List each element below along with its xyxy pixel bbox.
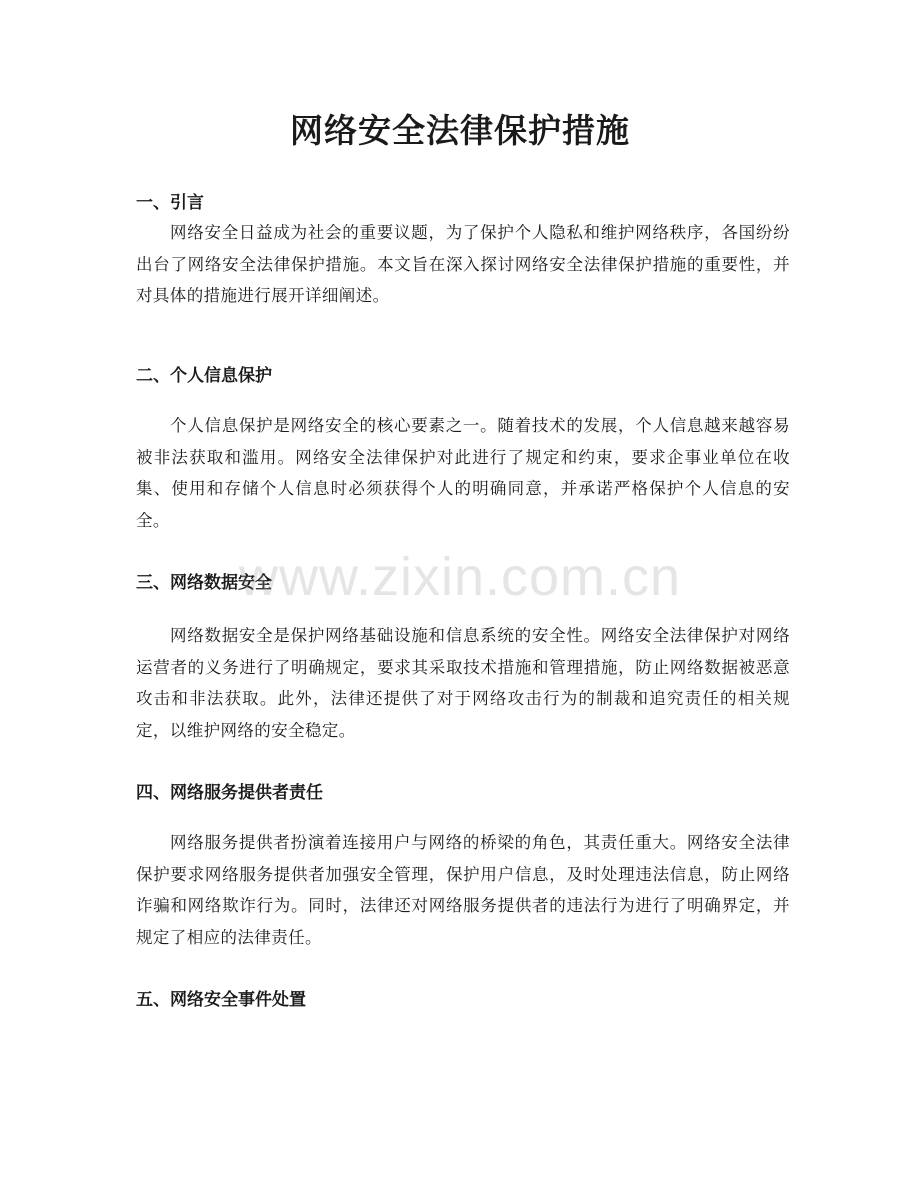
section-heading-personal-info: 二、个人信息保护 (136, 366, 272, 386)
section-body-personal-info: 个人信息保护是网络安全的核心要素之一。随着技术的发展，个人信息越来越容易被非法获取和滥用。网络安全法律保护对此进行了规定和约束，要求企事业单位在收集、使用和存储个人信息时必须获得个人的明确同意，并承诺严格保护个人信息的安全。 (136, 416, 790, 530)
section-heading-incident-response: 五、网络安全事件处置 (136, 990, 306, 1010)
section-body-network-data: 网络数据安全是保护网络基础设施和信息系统的安全性。网络安全法律保护对网络运营者的义务进行了明确规定，要求其采取技术措施和管理措施，防止网络数据被恶意攻击和非法获取。此外，法律还提供了对于网络攻击行为的制裁和追究责任的相关规定，以维护网络的安全稳定。 (136, 626, 790, 740)
section-heading-network-data: 三、网络数据安全 (136, 573, 272, 593)
watermark: www.zixin.com.cn (238, 547, 682, 607)
section-body-introduction: 网络安全日益成为社会的重要议题，为了保护个人隐私和维护网络秩序，各国纷纷出台了网络安全法律保护措施。本文旨在深入探讨网络安全法律保护措施的重要性，并对具体的措施进行展开详细阐述。 (136, 223, 790, 305)
document-title: 网络安全法律保护措施 (290, 111, 630, 150)
section-heading-provider-duty: 四、网络服务提供者责任 (136, 783, 323, 803)
section-heading-introduction: 一、引言 (136, 193, 204, 213)
section-body-provider-duty: 网络服务提供者扮演着连接用户与网络的桥梁的角色，其责任重大。网络安全法律保护要求网络服务提供者加强安全管理，保护用户信息，及时处理违法信息，防止网络诈骗和网络欺诈行为。同时，法律还对网络服务提供者的违法行为进行了明确界定，并规定了相应的法律责任。 (136, 833, 790, 947)
